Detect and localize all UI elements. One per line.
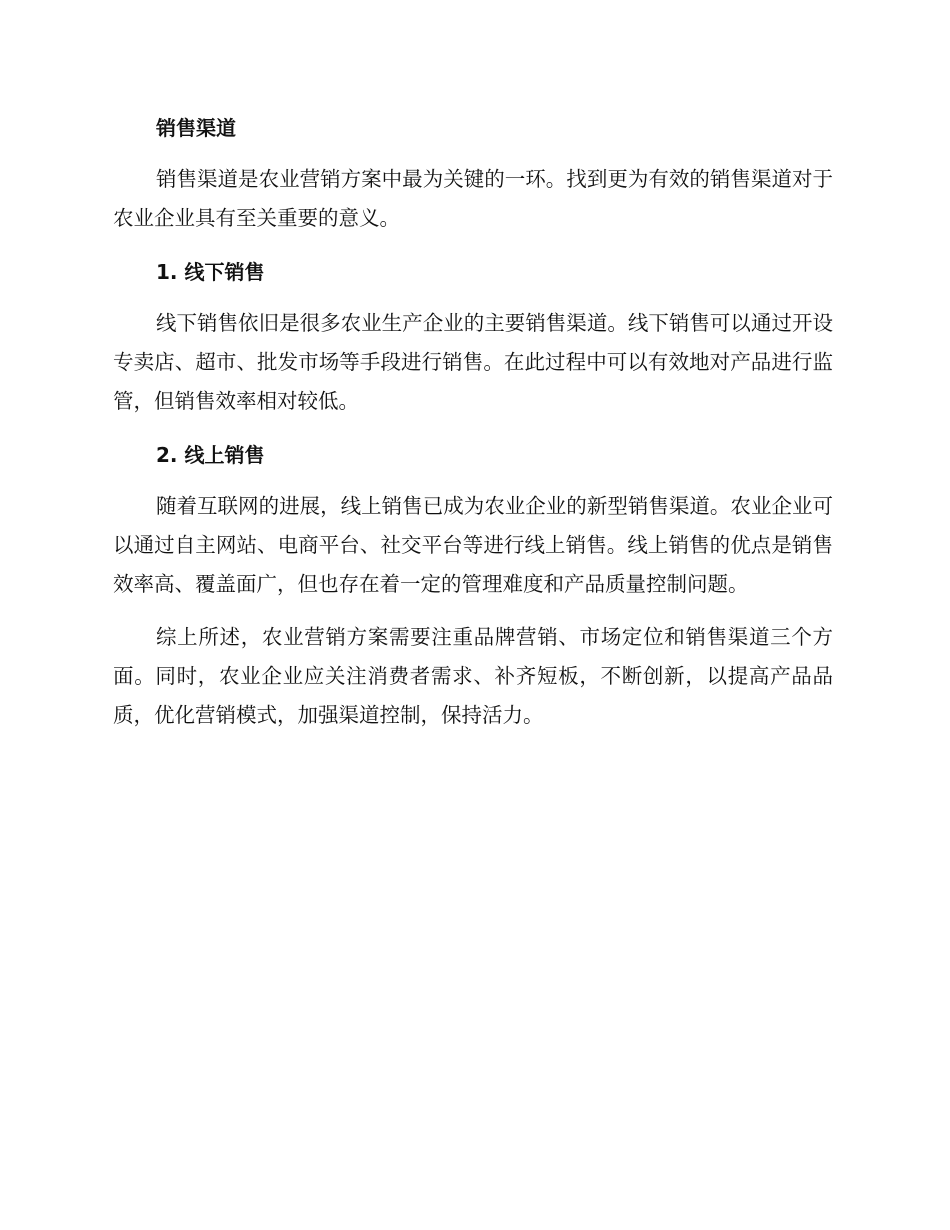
subheading-offline-sales: 1. 线下销售 (156, 260, 265, 284)
subheading-online-sales: 2. 线上销售 (156, 443, 265, 467)
paragraph-online-sales: 随着互联网的进展，线上销售已成为农业企业的新型销售渠道。农业企业可以通过自主网站、电商平台、社交平台等进行线上销售。线上销售的优点是销售效率高、覆盖面广，但也存在着一定的管理难度和产品质量控制问题。 (113, 494, 833, 596)
spacer (113, 604, 833, 618)
paragraph-sales-channels-intro: 销售渠道是农业营销方案中最为关键的一环。找到更为有效的销售渠道对于农业企业具有至关重要的意义。 (113, 167, 833, 230)
paragraph-conclusion: 综上所述，农业营销方案需要注重品牌营销、市场定位和销售渠道三个方面。同时，农业企业应关注消费者需求、补齐短板，不断创新，以提高产品品质，优化营销模式，加强渠道控制，保持活力。 (113, 625, 833, 727)
spacer (113, 475, 833, 487)
spacer (113, 292, 833, 304)
document-page (113, 108, 833, 735)
spacer (113, 238, 833, 252)
paragraph-offline-sales: 线下销售依旧是很多农业生产企业的主要销售渠道。线下销售可以通过开设专卖店、超市、批发市场等手段进行销售。在此过程中可以有效地对产品进行监管，但销售效率相对较低。 (113, 311, 833, 413)
spacer (113, 421, 833, 435)
section-heading-sales-channels: 销售渠道 (156, 116, 236, 140)
spacer (113, 148, 833, 160)
